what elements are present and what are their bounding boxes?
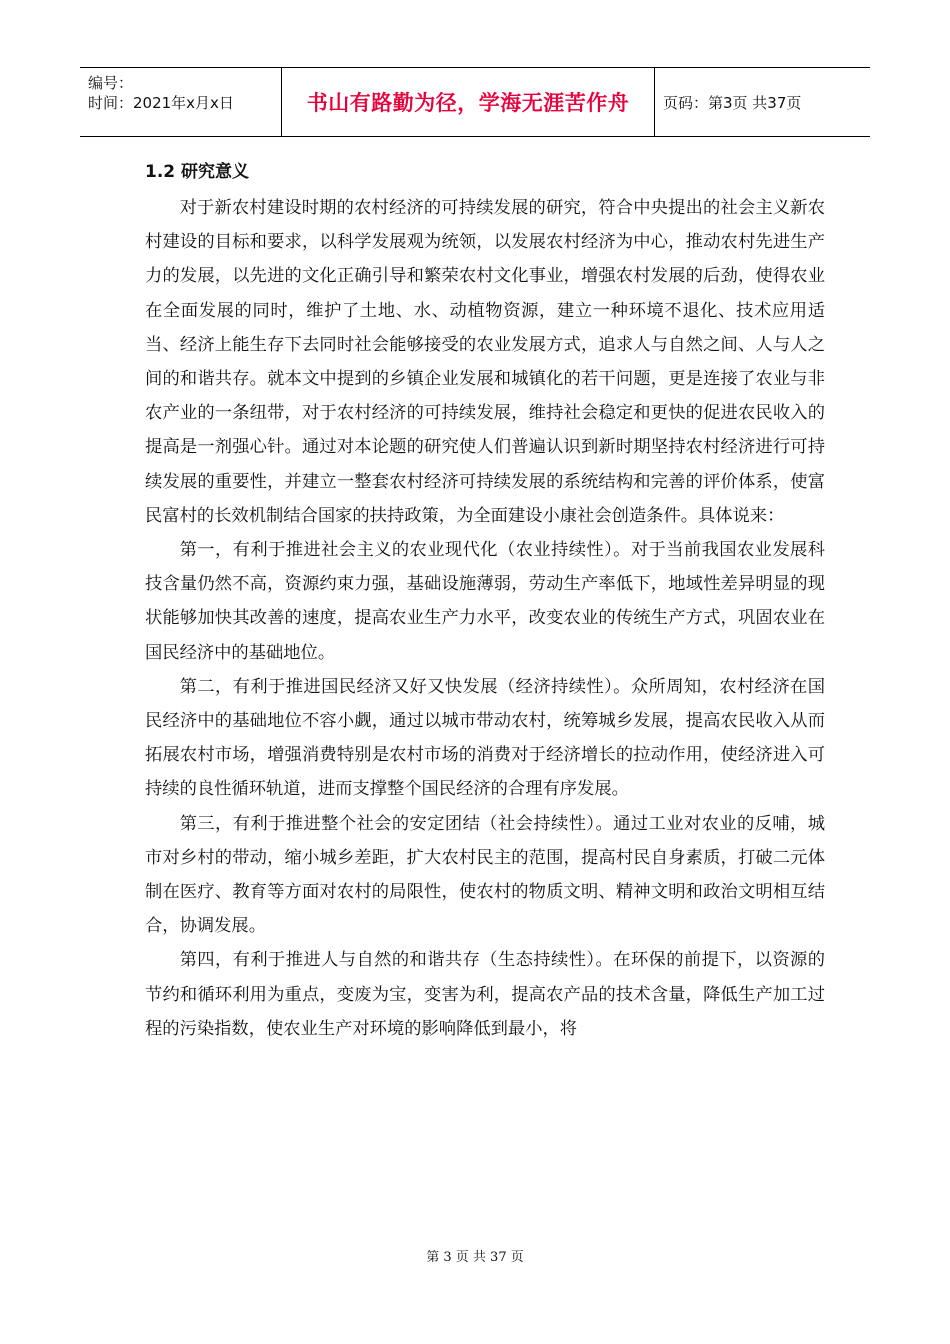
document-date-label: 时间：2021年x月x日 <box>88 94 234 112</box>
paragraph: 第二，有利于推进国民经济又好又快发展（经济持续性）。众所周知，农村经济在国民经济中的基础地位不容小觑，通过以城市带动农村，统筹城乡发展，提高农民收入从而拓展农村市场，增强消费特别是农村市场的消费对于经济增长的拉动作用，使经济进入可持续的良性循环轨道，进而支撑整个国民经济的合理有序发展。 <box>145 676 825 800</box>
document-body <box>145 158 825 1046</box>
page-footer: 第 3 页 共 37 页 <box>426 1250 524 1265</box>
header-page-label: 页码：第3页 共37页 <box>663 93 802 112</box>
paragraph: 第四，有利于推进人与自然的和谐共存（生态持续性）。在环保的前提下，以资源的节约和循环利用为重点，变废为宝，变害为利，提高农产品的技术含量，降低生产加工过程的污染指数，使农业生产对环境的影响降低到最小，将 <box>145 950 825 1039</box>
header-meta-cell <box>80 68 282 136</box>
section-heading: 1.2 研究意义 <box>145 162 250 182</box>
paragraph: 对于新农村建设时期的农村经济的可持续发展的研究，符合中央提出的社会主义新农村建设的目标和要求，以科学发展观为统领，以发展农村经济为中心，推动农村先进生产力的发展，以先进的文化正确引导和繁荣农村文化事业，增强农村发展的后劲，使得农业在全面发展的同时，维护了土地、水、动植物资源，建立一种环境不退化、技术应用适当、经济上能生存下去同时社会能够接受的农业发展方式，追求人与自然之间、人与人之间的和谐共存。就本文中提到的乡镇企业发展和城镇化的若干问题，更是连接了农业与非农产业的一条纽带，对于农村经济的可持续发展，维持社会稳定和更快的促进农民收入的提高是一剂强心针。通过对本论题的研究使人们普遍认识到新时期坚持农村经济进行可持续发展的重要性，并建立一整套农村经济可持续发展的系统结构和完善的评价体系，使富民富村的长效机制结合国家的扶持政策，为全面建设小康社会创造条件。具体说来： <box>145 198 825 526</box>
document-number-label: 编号： <box>88 74 134 92</box>
page-header <box>80 67 870 137</box>
header-motto: 书山有路勤为径，学海无涯苦作舟 <box>282 68 655 136</box>
paragraph: 第三，有利于推进整个社会的安定团结（社会持续性）。通过工业对农业的反哺，城市对乡村的带动，缩小城乡差距，扩大农村民主的范围，提高村民自身素质，打破二元体制在医疗、教育等方面对农村的局限性，使农村的物质文明、精神文明和政治文明相互结合，协调发展。 <box>145 813 825 937</box>
paragraph: 第一，有利于推进社会主义的农业现代化（农业持续性）。对于当前我国农业发展科技含量仍然不高，资源约束力强，基础设施薄弱，劳动生产率低下，地域性差异明显的现状能够加快其改善的速度，提高农业生产力水平，改变农业的传统生产方式，巩固农业在国民经济中的基础地位。 <box>145 540 825 663</box>
